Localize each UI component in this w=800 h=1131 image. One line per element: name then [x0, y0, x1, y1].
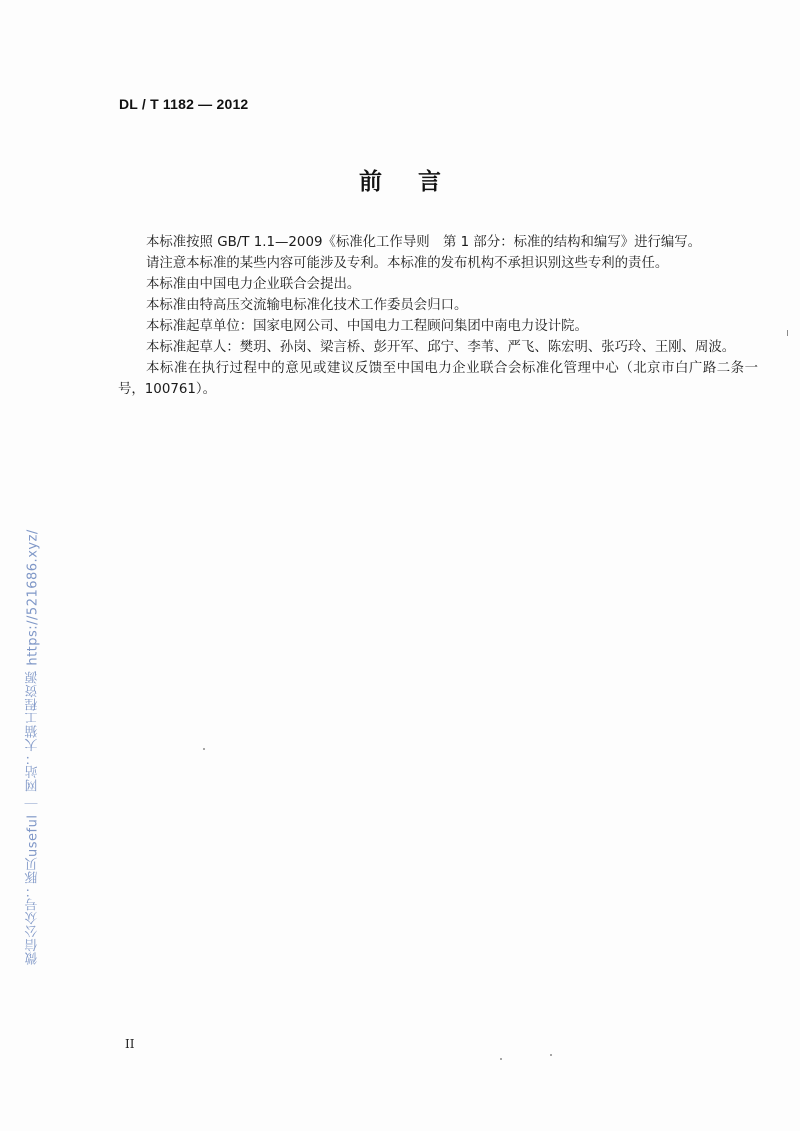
scan-speck [203, 748, 205, 750]
document-code: DL / T 1182 — 2012 [119, 96, 249, 112]
watermark-text: 微信公众号：豚贝useful ｜ 网站：大猫工程资源 https://521686.xyz/ [25, 529, 41, 965]
paragraph-managed-by: 本标准由特高压交流输电标准化技术工作委员会归口。 [146, 298, 468, 313]
title-char-1: 前 [359, 169, 382, 195]
paragraph-drafting-units: 本标准起草单位：国家电网公司、中国电力工程顾问集团中南电力设计院。 [146, 319, 588, 334]
scan-speck [550, 1054, 552, 1056]
scan-speck [500, 1058, 502, 1060]
paragraph-drafters: 本标准起草人：樊玥、孙岗、梁言桥、彭开军、邱宁、李苇、严飞、陈宏明、张巧玲、王刚、周波。 [146, 340, 736, 355]
paragraph-proposed-by: 本标准由中国电力企业联合会提出。 [146, 277, 361, 292]
title-char-2: 言 [418, 169, 441, 195]
page-title [0, 163, 800, 196]
paragraph-patent-notice: 请注意本标准的某些内容可能涉及专利。本标准的发布机构不承担识别这些专利的责任。 [146, 256, 669, 271]
scan-speck [787, 330, 788, 336]
paragraph-drafting-rules: 本标准按照 GB/T 1.1—2009《标准化工作导则 第 1 部分：标准的结构和编写》进行编写。 [146, 235, 702, 250]
paragraph-feedback: 本标准在执行过程中的意见或建议反馈至中国电力企业联合会标准化管理中心（北京市白广路二条一号，100761）。 [118, 361, 758, 397]
foreword-body [118, 232, 758, 400]
page-number: II [125, 1037, 135, 1051]
